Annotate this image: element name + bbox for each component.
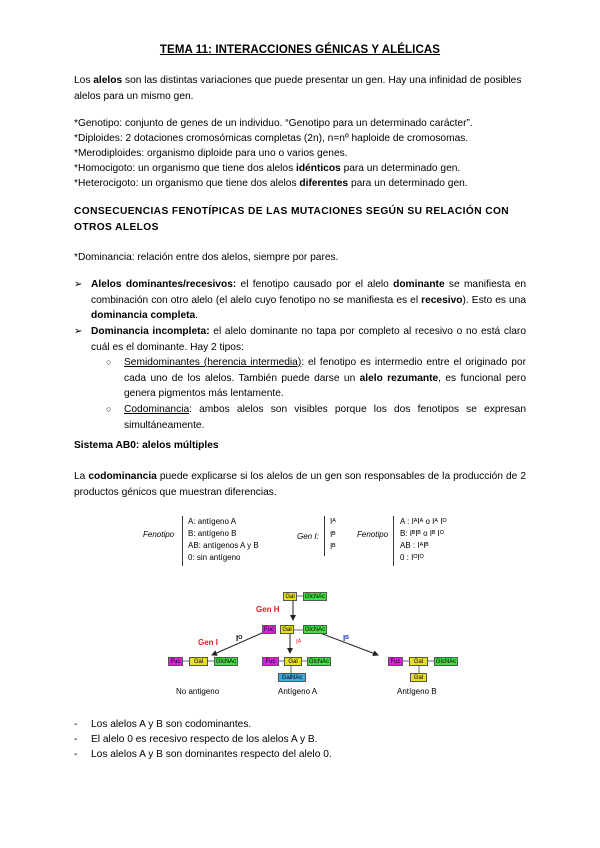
circle-bullet-icon: ○	[106, 404, 112, 414]
conclusion-item: - Los alelos A y B son dominantes respecto del alelo 0.	[74, 749, 332, 760]
allele-ib-label: Iᴮ	[343, 634, 349, 643]
allele-i0-label: Iᴼ	[236, 634, 243, 643]
figure-gen-label: Gen I:	[297, 532, 319, 541]
genotipo-0: 0 : IᴼIᴼ	[400, 553, 424, 562]
sub-semidominantes: ○ Semidominantes (herencia intermedia): el fenotipo es intermedio entre el originado por cada uno de los alelos. También puede darse un alelo rezumante, es funcional pero genera pigmentos más lentamente.	[106, 357, 526, 399]
page-title: TEMA 11: INTERACCIONES GÉNICAS Y ALÉLICAS	[159, 44, 441, 56]
arrow-bullet-icon: ➢	[74, 279, 83, 290]
genotipo-b: B: IᴮIᴮ o Iᴮ Iᴼ	[400, 529, 444, 538]
section-heading-ab0: Sistema AB0: alelos múltiples	[74, 440, 219, 451]
sugar-gal: Gal	[283, 592, 297, 601]
sugar-fuc: Fuc	[388, 657, 403, 666]
genotipo-ab: AB : IᴬIᴮ	[400, 541, 429, 550]
gen-i-label: Gen I	[198, 638, 219, 647]
allele-3: Iᴮ	[330, 542, 336, 551]
conclusion-item: - Los alelos A y B son codominantes.	[74, 719, 252, 730]
section-heading-consecuencias: CONSECUENCIAS FENOTÍPICAS DE LAS MUTACIONES SEGÚN SU RELACIÓN CON OTROS ALELOS	[74, 206, 510, 233]
antigen-b-label: Antígeno B	[397, 687, 437, 696]
allele-2: Iᴮ	[330, 530, 336, 539]
intro-paragraph: Los alelos son las distintas variaciones que puede presentar un gen. Hay una infinidad de posibles alelos para un mismo gen.	[74, 75, 522, 102]
conclusion-item: - El alelo 0 es recesivo respecto de los alelos A y B.	[74, 734, 318, 745]
sugar-gal: Gal	[409, 657, 428, 666]
sugar-galnac: GalNAc	[278, 673, 306, 682]
sugar-glcnac: GlcNAc	[308, 659, 330, 665]
def-heterocigoto: *Heterocigoto: un organismo que tiene dos alelos diferentes para un determinado gen.	[74, 178, 468, 189]
arrow-bullet-icon: ➢	[74, 326, 83, 337]
circle-bullet-icon: ○	[106, 357, 112, 367]
sugar-gal: Gal	[284, 657, 302, 666]
sugar-glcnac: GlcNAc	[304, 594, 326, 600]
sugar-glcnac: GlcNAc	[215, 659, 237, 665]
bullet-dominancia-incompleta: ➢ Dominancia incompleta: el alelo dominante no tapa por completo al recesivo o no está claro cuál es el dominante. Hay 2 tipos:	[74, 326, 526, 353]
sugar-glcnac: GlcNAc	[304, 627, 326, 633]
sugar-fuc: Fuc	[262, 657, 279, 666]
allele-1: Iᴬ	[330, 517, 336, 526]
codominancia-paragraph: La codominancia puede explicarse si los alelos de un gen son responsables de la producción de 2 productos génicos que muestran diferencias.	[74, 471, 526, 498]
allele-ia-label: Iᴬ	[296, 639, 302, 646]
fenotipo-ab: AB: antígenos A y B	[188, 541, 259, 550]
gen-h-label: Gen H	[256, 605, 280, 614]
arrow-ib	[320, 633, 378, 655]
sub-codominancia: ○ Codominancia: ambos alelos son visibles porque los dos fenotipos se expresan simultáneamente.	[106, 404, 526, 431]
antigen-a-label: Antígeno A	[278, 687, 318, 696]
genotipo-a: A : IᴬIᴬ o Iᴬ Iᴼ	[400, 517, 447, 526]
sugar-gal: Gal	[189, 657, 208, 666]
def-merodiploides: *Merodiploides: organismo diploide para uno o varios genes.	[74, 148, 348, 159]
def-genotipo: *Genotipo: conjunto de genes de un individuo. “Genotipo para un determinado carácter”.	[74, 118, 473, 129]
sugar-gal: Gal	[410, 673, 427, 682]
fenotipo-a: A: antígeno A	[188, 517, 237, 526]
sugar-glcnac: GlcNAc	[435, 659, 457, 665]
def-homocigoto: *Homocigoto: un organismo que tiene dos alelos idénticos para un determinado gen.	[74, 163, 461, 174]
figure-fenotipo-label-2: Fenotipo	[357, 530, 389, 539]
bullet-dominantes-recesivos: ➢ Alelos dominantes/recesivos: el fenotipo causado por el alelo dominante se manifiesta en combinación con otro alelo (el alelo cuyo fenotipo no se manifiesta es el recesivo). Esto es una dominancia completa.	[74, 279, 527, 321]
fenotipo-0: 0: sin antígeno	[188, 553, 241, 562]
sugar-fuc: Fuc	[168, 657, 183, 666]
def-dominancia: *Dominancia: relación entre dos alelos, siempre por pares.	[74, 252, 339, 263]
def-diploides: *Diploides: 2 dotaciones cromosómicas completas (2n), n=nº haploide de cromosomas.	[74, 133, 469, 144]
sugar-gal: Gal	[280, 625, 294, 634]
figure-fenotipo-label: Fenotipo	[143, 530, 175, 539]
fenotipo-b: B: antígeno B	[188, 529, 237, 538]
sugar-fuc: Fuc	[263, 627, 274, 633]
no-antigen-label: No antigeno	[176, 687, 220, 696]
